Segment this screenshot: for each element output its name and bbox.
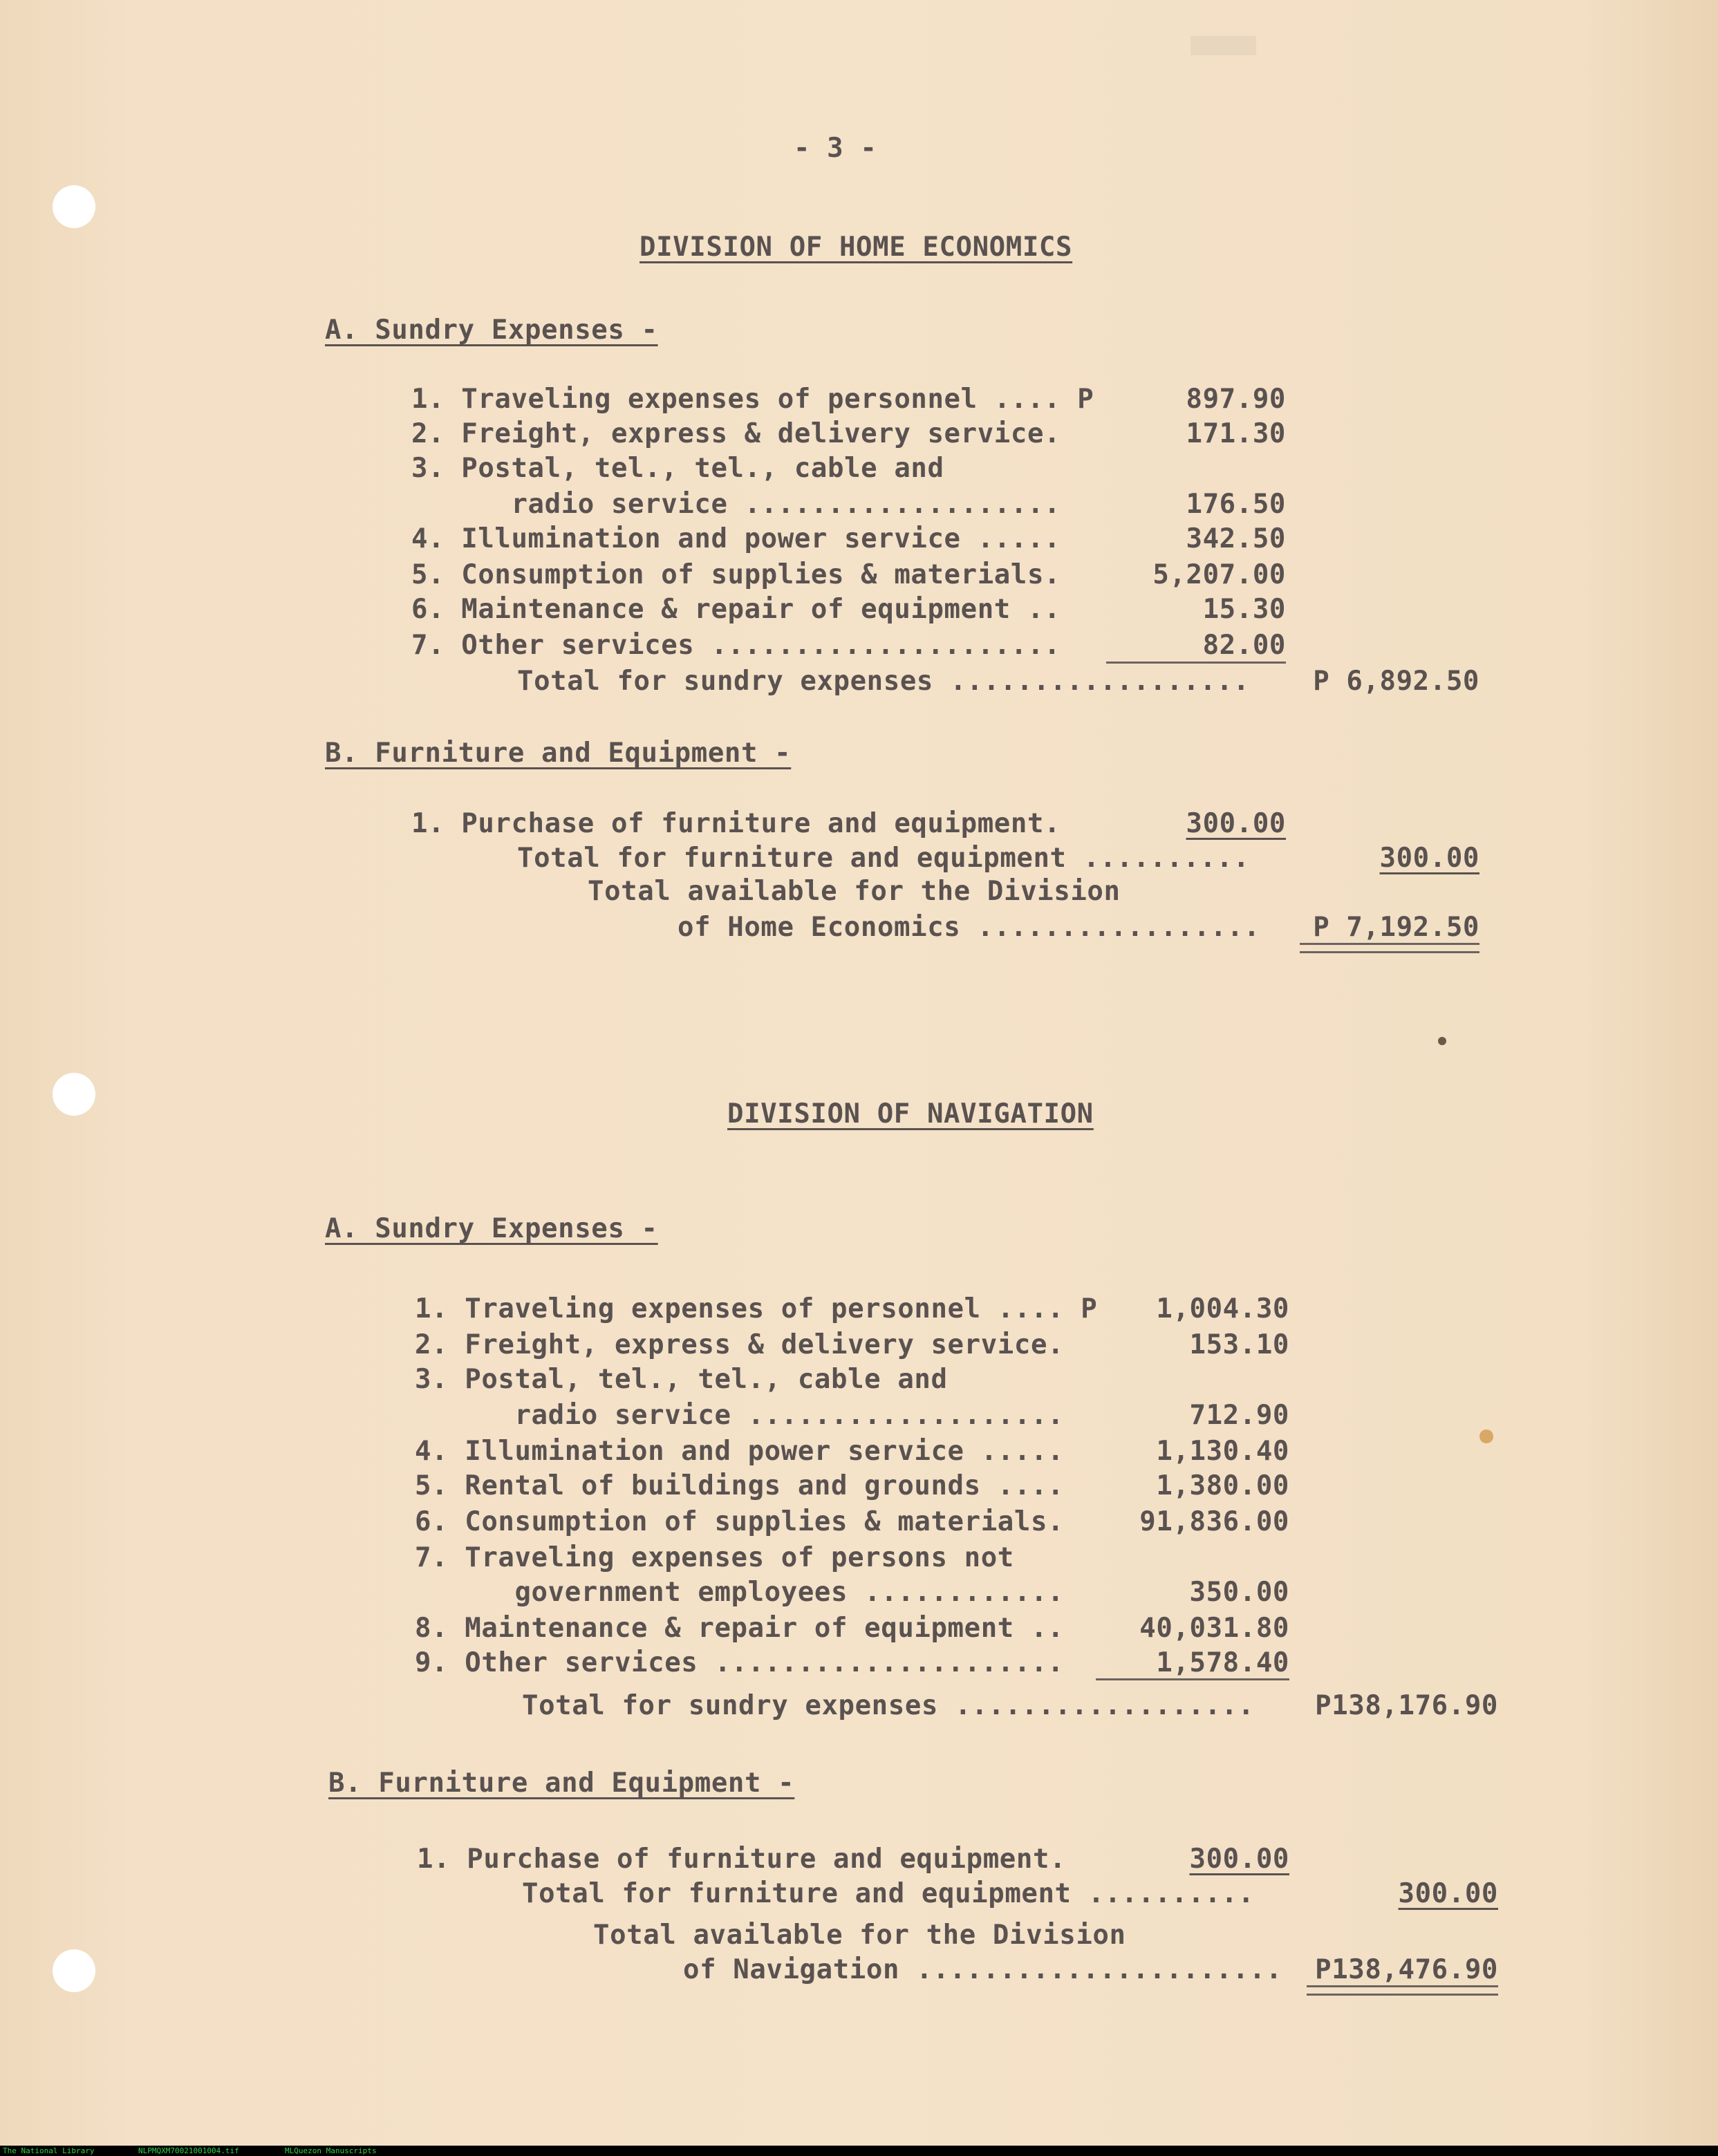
available-label-line-1: Total available for the Division (588, 876, 1121, 907)
available-total-amount: P138,476.90 (1315, 1954, 1498, 1985)
home-economics-furniture-heading: B. Furniture and Equipment - (325, 738, 792, 769)
line-item-label: 6. Consumption of supplies & materials. (415, 1506, 1065, 1537)
furniture-total-amount: 300.00 (1398, 1878, 1498, 1909)
sundry-total-amount: P138,176.90 (1315, 1690, 1498, 1721)
footer-library: The National Library (3, 2146, 95, 2155)
line-item-label: radio service ................... (415, 1400, 1065, 1431)
line-item-label: 9. Other services ..................... (415, 1647, 1065, 1678)
scan-footer (0, 2146, 1718, 2156)
line-item-label: 5. Rental of buildings and grounds .... (415, 1470, 1065, 1501)
line-item-amount: 15.30 (1202, 594, 1286, 625)
line-item-label: 4. Illumination and power service ..... (411, 523, 1061, 554)
furniture-total-label: Total for furniture and equipment .......... (517, 843, 1250, 874)
punch-hole-top (53, 185, 95, 228)
line-item-label: 4. Illumination and power service ..... (415, 1436, 1065, 1467)
line-item-label: 7. Traveling expenses of persons not (415, 1542, 1014, 1573)
line-item-amount: 5,207.00 (1152, 559, 1286, 590)
subtotal-rule (1096, 1678, 1289, 1680)
stain-spot (1479, 1429, 1493, 1443)
line-item-amount: 1,578.40 (1156, 1647, 1289, 1678)
line-item-amount: 1,380.00 (1156, 1470, 1289, 1501)
double-underline (1307, 1985, 1498, 1996)
furniture-total-label: Total for furniture and equipment .......... (522, 1878, 1255, 1909)
page-number: - 3 - (794, 133, 877, 164)
available-label-line-2: of Navigation ...................... (683, 1954, 1282, 1985)
sundry-total-label: Total for sundry expenses .................. (522, 1690, 1255, 1721)
line-item-amount: 897.90 (1186, 384, 1286, 415)
line-item-label: radio service ................... (411, 489, 1061, 520)
navigation-sundry-heading: A. Sundry Expenses - (325, 1213, 658, 1244)
line-item-label: 7. Other services ..................... (411, 630, 1061, 661)
line-item-label: 5. Consumption of supplies & materials. (411, 559, 1061, 590)
line-item-amount: 82.00 (1202, 630, 1286, 661)
line-item-amount: 171.30 (1186, 418, 1286, 449)
home-economics-sundry-heading: A. Sundry Expenses - (325, 315, 658, 346)
furniture-total-amount: 300.00 (1379, 843, 1479, 874)
available-label-line-2: of Home Economics ................. (678, 912, 1260, 943)
furniture-item-amount: 300.00 (1189, 1844, 1289, 1875)
line-item-amount: 153.10 (1189, 1329, 1289, 1360)
subtotal-rule (1106, 662, 1286, 664)
home-economics-title: DIVISION OF HOME ECONOMICS (639, 232, 1073, 263)
line-item-amount: 1,130.40 (1156, 1436, 1289, 1467)
line-item-label: 3. Postal, tel., tel., cable and (411, 453, 944, 484)
ink-spot (1438, 1037, 1446, 1045)
punch-hole-bottom (53, 1949, 95, 1992)
sundry-total-label: Total for sundry expenses .................. (517, 666, 1250, 697)
furniture-item-label: 1. Purchase of furniture and equipment. (417, 1844, 1067, 1875)
faint-stamp (1191, 36, 1256, 55)
line-item-label: 3. Postal, tel., tel., cable and (415, 1364, 948, 1395)
line-item-amount: 350.00 (1189, 1577, 1289, 1608)
line-item-label: 1. Traveling expenses of personnel .... P (415, 1293, 1098, 1324)
available-total-amount: P 7,192.50 (1313, 912, 1479, 943)
furniture-item-amount: 300.00 (1186, 808, 1286, 839)
punch-hole-middle (53, 1073, 95, 1116)
line-item-amount: 40,031.80 (1139, 1613, 1289, 1644)
navigation-title: DIVISION OF NAVIGATION (727, 1098, 1094, 1129)
furniture-item-label: 1. Purchase of furniture and equipment. (411, 808, 1061, 839)
line-item-amount: 342.50 (1186, 523, 1286, 554)
line-item-label: 1. Traveling expenses of personnel .... P (411, 384, 1094, 415)
line-item-amount: 712.90 (1189, 1400, 1289, 1431)
available-label-line-1: Total available for the Division (593, 1920, 1126, 1951)
line-item-amount: 1,004.30 (1156, 1293, 1289, 1324)
footer-file: NLPMQXM70021001004.tif (138, 2146, 239, 2155)
line-item-label: 6. Maintenance & repair of equipment .. (411, 594, 1061, 625)
navigation-furniture-heading: B. Furniture and Equipment - (328, 1768, 795, 1799)
footer-collection: MLQuezon Manuscripts (285, 2146, 377, 2155)
double-underline (1300, 943, 1479, 953)
sundry-total-amount: P 6,892.50 (1313, 666, 1479, 697)
line-item-label: 2. Freight, express & delivery service. (411, 418, 1061, 449)
line-item-label: 8. Maintenance & repair of equipment .. (415, 1613, 1065, 1644)
line-item-label: government employees ............ (415, 1577, 1065, 1608)
line-item-amount: 91,836.00 (1139, 1506, 1289, 1537)
line-item-label: 2. Freight, express & delivery service. (415, 1329, 1065, 1360)
line-item-amount: 176.50 (1186, 489, 1286, 520)
